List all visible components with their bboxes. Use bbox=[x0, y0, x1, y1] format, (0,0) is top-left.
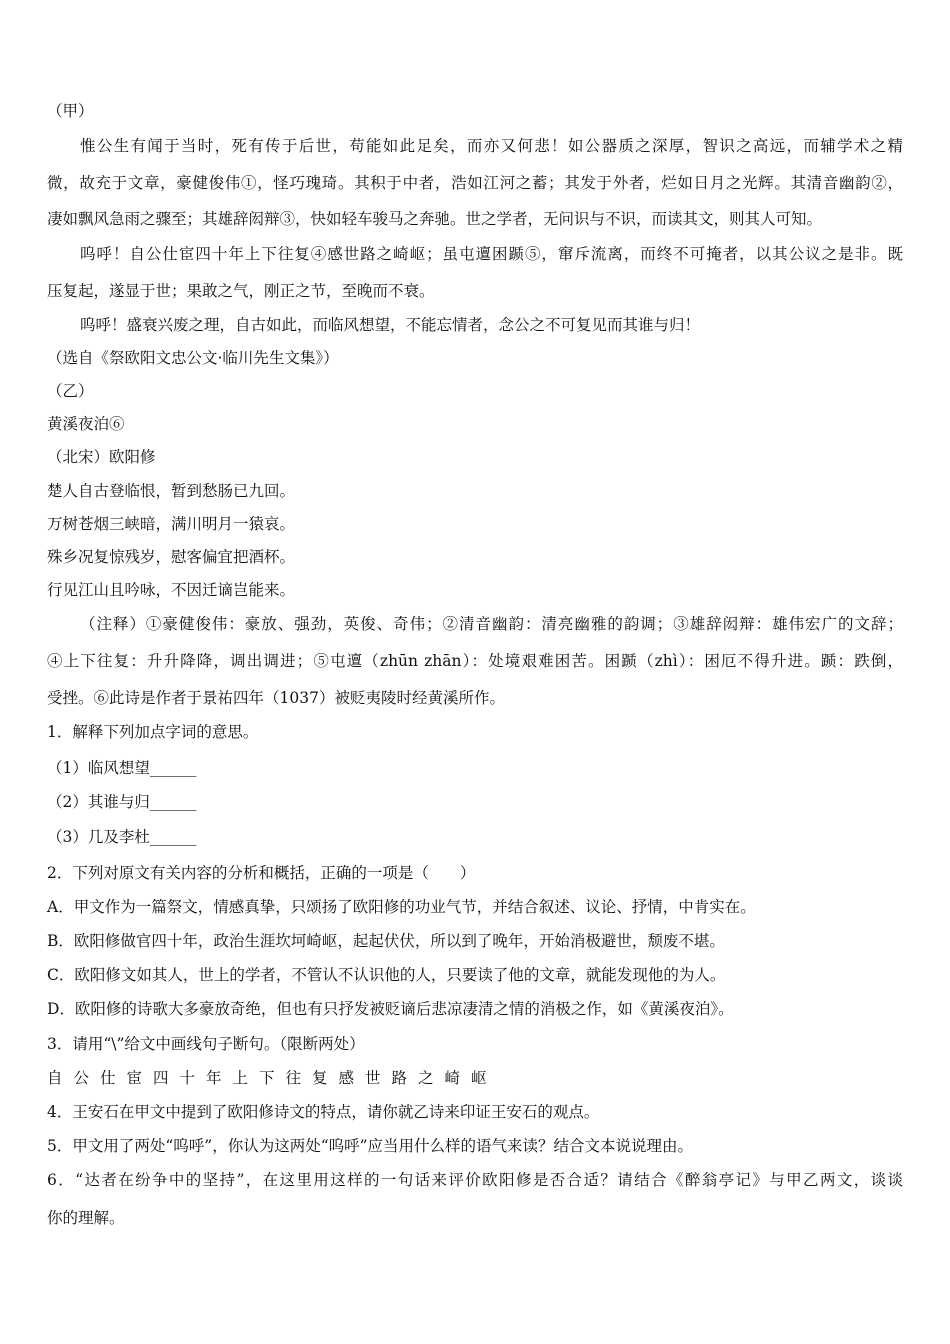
passage-a-paragraph-2-line-1: 呜呼！自公仕宦四十年上下往复④感世路之崎岖；虽屯邅困踬⑤，窜斥流离，而终不可掩者，以其公议之是非。既 bbox=[80, 245, 903, 263]
poem-verse: 殊乡况复惊残岁，慰客偏宜把酒杯。 bbox=[47, 548, 296, 566]
notes-line-2: ④上下往复：升升降降，调出调进；⑤屯邅（zhūn zhān）：处境艰难困苦。困踬（zhì）：困厄不得升进。踬：跌倒， bbox=[47, 652, 903, 670]
passage-a-paragraph-1-line-1: 惟公生有闻于当时，死有传于后世，苟能如此足矣，而亦又何悲！如公器质之深厚，智识之高远，而辅学术之精 bbox=[80, 137, 903, 155]
notes-line-3: 受挫。⑥此诗是作者于景祐四年（1037）被贬夷陵时经黄溪所作。 bbox=[47, 689, 505, 707]
question-2-option-d: D．欧阳修的诗歌大多豪放奇绝，但也有只抒发被贬谪后悲凉凄清之情的消极之作，如《黄溪夜泊》。 bbox=[47, 1000, 734, 1018]
question-1-item: （3）几及李杜______ bbox=[47, 828, 197, 846]
poem-verse: 楚人自古登临恨，暂到愁肠已九回。 bbox=[47, 482, 296, 500]
question-6-line-1: 6．“达者在纷争中的坚持”，在这里用这样的一句话来评价欧阳修是否合适？请结合《醉翁亭记》与甲乙两文，谈谈 bbox=[47, 1171, 903, 1189]
passage-a-paragraph-2-line-2: 压复起，遂显于世；果敢之气，刚正之节，至晚而不衰。 bbox=[47, 282, 435, 300]
passage-a-paragraph-3: 呜呼！盛衰兴废之理，自古如此，而临风想望，不能忘情者，念公之不可复见而其谁与归！ bbox=[80, 316, 701, 334]
poem-author: （北宋）欧阳修 bbox=[47, 448, 156, 466]
poem-verse: 万树苍烟三峡暗，满川明月一猿哀。 bbox=[47, 515, 296, 533]
passage-b-label: （乙） bbox=[47, 382, 94, 400]
question-1: 1．解释下列加点字词的意思。 bbox=[47, 723, 259, 741]
passage-a-paragraph-1-line-3: 凄如飘风急雨之骤至；其雄辞闳辩③，快如轻车骏马之奔驰。世之学者，无问识与不识，而读其文，则其人可知。 bbox=[47, 210, 823, 228]
poem-title: 黄溪夜泊⑥ bbox=[47, 415, 125, 433]
question-6-line-2: 你的理解。 bbox=[47, 1209, 125, 1227]
passage-a-paragraph-1-line-2: 微，故充于文章，豪健俊伟①，怪巧瑰琦。其积于中者，浩如江河之蓄；其发于外者，烂如日月之光辉。其清音幽韵②， bbox=[47, 174, 903, 192]
poem-verse: 行见江山且吟咏，不因迁谪岂能来。 bbox=[47, 581, 296, 599]
question-3-sentence: 自公仕宦四十年上下往复感世路之崎岖 bbox=[47, 1069, 498, 1087]
question-2-option-a: A．甲文作为一篇祭文，情感真挚，只颂扬了欧阳修的功业气节，并结合叙述、议论、抒情，中肯实在。 bbox=[47, 898, 756, 916]
passage-a-label: （甲） bbox=[47, 102, 94, 120]
question-3: 3．请用“\”给文中画线句子断句。（限断两处） bbox=[47, 1035, 365, 1053]
question-5: 5．甲文用了两处“呜呼”，你认为这两处“呜呼”应当用什么样的语气来读？结合文本说说理由。 bbox=[47, 1137, 694, 1155]
question-2-option-c: C．欧阳修文如其人，世上的学者，不管认不认识他的人，只要读了他的文章，就能发现他的为人。 bbox=[47, 966, 726, 984]
question-4: 4．王安石在甲文中提到了欧阳修诗文的特点，请你就乙诗来印证王安石的观点。 bbox=[47, 1103, 600, 1121]
question-2: 2．下列对原文有关内容的分析和概括，正确的一项是（ ） bbox=[47, 864, 476, 882]
question-2-option-b: B．欧阳修做官四十年，政治生涯坎坷崎岖，起起伏伏，所以到了晚年，开始消极避世，颓废不堪。 bbox=[47, 932, 725, 950]
notes-line-1: （注释）①豪健俊伟：豪放、强劲，英俊、奇伟；②清音幽韵：清亮幽雅的韵调；③雄辞闳辩：雄伟宏广的文辞； bbox=[80, 615, 903, 633]
passage-a-source: （选自《祭欧阳文忠公文·临川先生文集》） bbox=[47, 349, 339, 367]
question-1-item: （2）其谁与归______ bbox=[47, 793, 197, 811]
question-1-item: （1）临风想望______ bbox=[47, 759, 197, 777]
